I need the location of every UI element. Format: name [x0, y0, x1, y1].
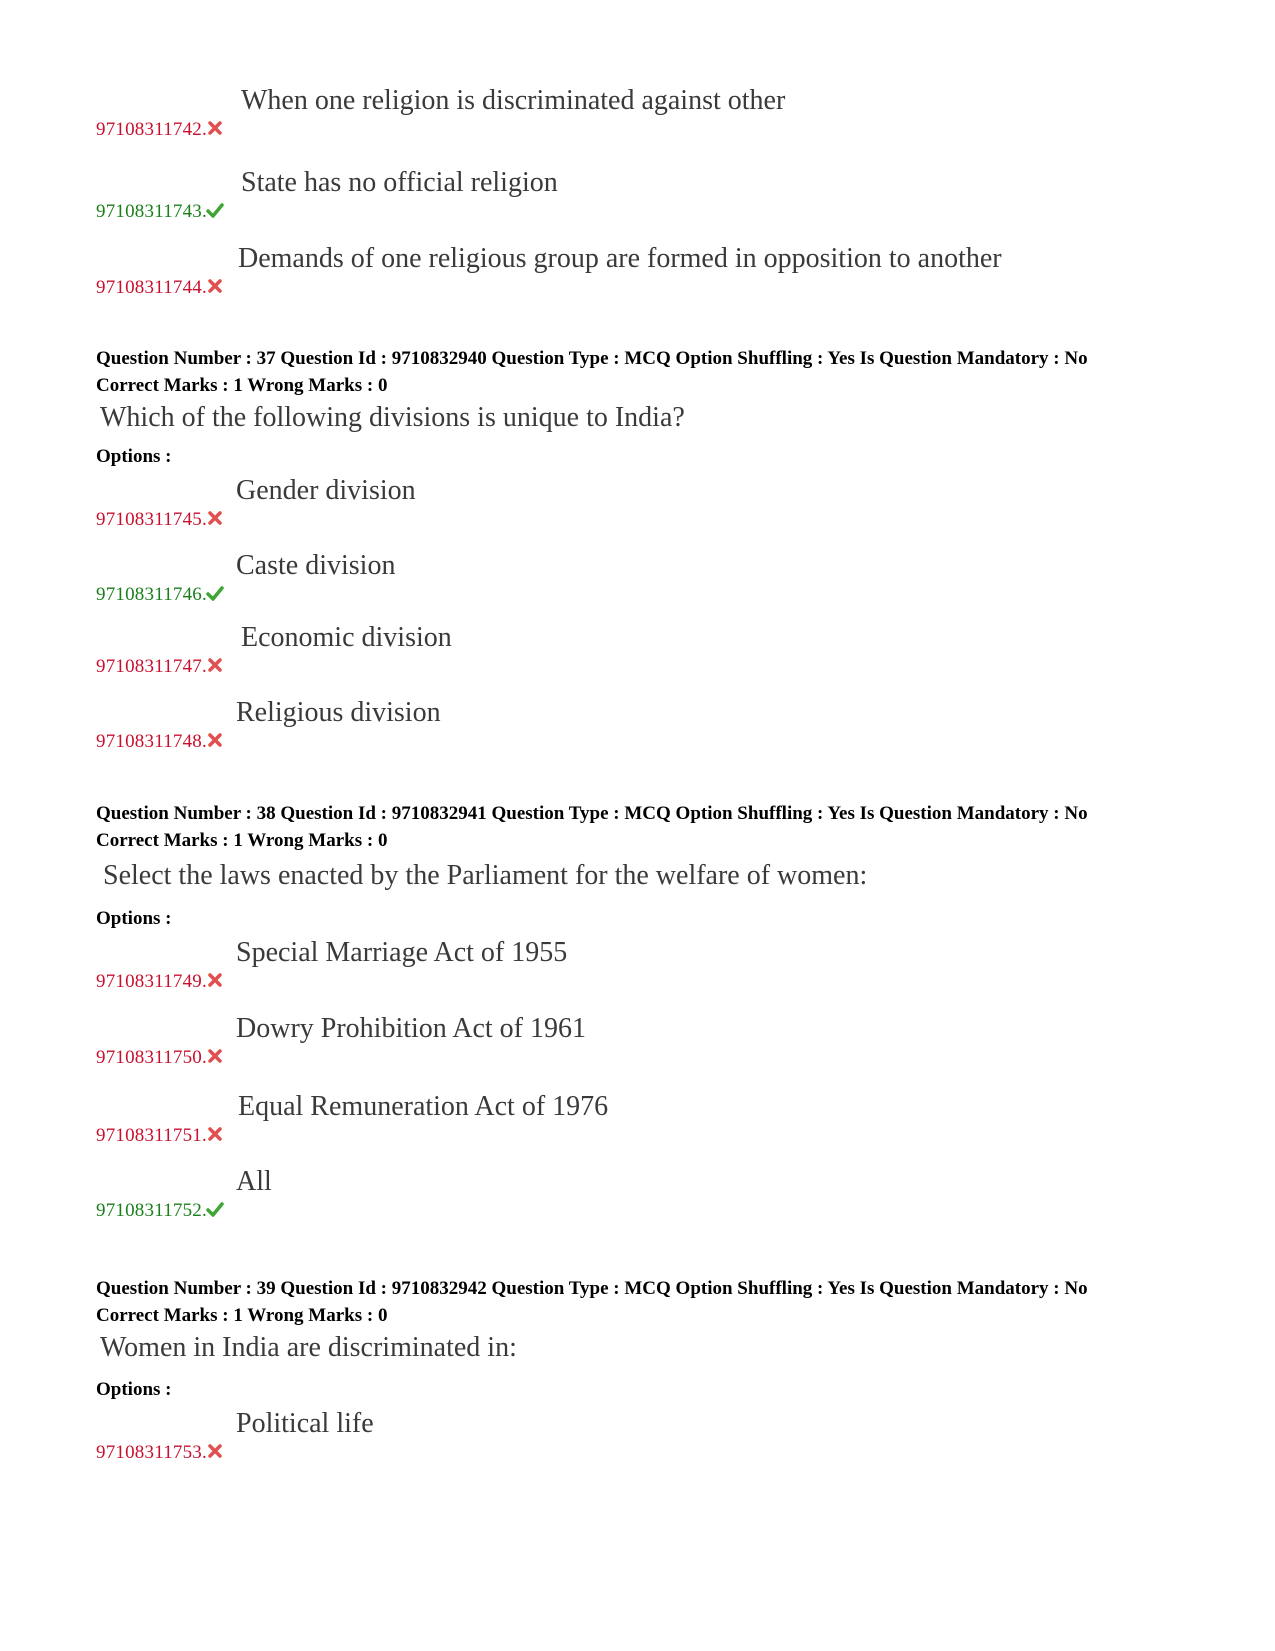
- cross-icon: [206, 656, 224, 674]
- option-text: Religious division: [236, 697, 441, 728]
- option-row: [96, 167, 1196, 227]
- check-icon: [206, 1200, 224, 1218]
- option-id: 97108311748.: [96, 731, 207, 752]
- option-id: 97108311751.: [96, 1125, 207, 1146]
- option-text: All: [236, 1166, 272, 1197]
- option-text: State has no official religion: [241, 167, 558, 198]
- question-header: [96, 345, 1088, 399]
- question-header: [96, 1275, 1088, 1329]
- option-id: 97108311749.: [96, 971, 207, 992]
- options-label: Options :: [96, 446, 172, 467]
- option-row: [96, 550, 1196, 610]
- cross-icon: [206, 277, 224, 295]
- options-label: Options :: [96, 908, 172, 929]
- cross-icon: [206, 971, 224, 989]
- option-row: [96, 243, 1196, 303]
- option-text: When one religion is discriminated against other: [241, 85, 786, 116]
- option-text: Equal Remuneration Act of 1976: [238, 1091, 609, 1122]
- cross-icon: [206, 509, 224, 527]
- option-text: Economic division: [241, 622, 452, 653]
- cross-icon: [206, 1047, 224, 1065]
- cross-icon: [206, 731, 224, 749]
- option-text: Dowry Prohibition Act of 1961: [236, 1013, 586, 1044]
- option-row: [96, 1091, 1196, 1151]
- option-id: 97108311747.: [96, 656, 207, 677]
- option-text: Caste division: [236, 550, 396, 581]
- option-id: 97108311743.: [96, 201, 207, 222]
- option-text: Gender division: [236, 475, 416, 506]
- question-text: Women in India are discriminated in:: [100, 1332, 517, 1363]
- cross-icon: [206, 1125, 224, 1143]
- question-marks: Correct Marks : 1 Wrong Marks : 0: [96, 375, 388, 396]
- option-row: [96, 1166, 1196, 1226]
- option-text: Special Marriage Act of 1955: [236, 937, 568, 968]
- option-row: [96, 622, 1196, 682]
- option-id: 97108311752.: [96, 1200, 207, 1221]
- question-meta: Question Number : 39 Question Id : 9710832942 Question Type : MCQ Option Shuffling : Yes Is Question Mandatory : No: [96, 1278, 1088, 1299]
- question-marks: Correct Marks : 1 Wrong Marks : 0: [96, 830, 388, 851]
- option-id: 97108311742.: [96, 119, 207, 140]
- check-icon: [206, 201, 224, 219]
- option-id: 97108311753.: [96, 1442, 207, 1463]
- option-row: [96, 697, 1196, 757]
- question-header: [96, 800, 1088, 854]
- option-row: [96, 937, 1196, 997]
- option-row: [96, 475, 1196, 535]
- option-id: 97108311744.: [96, 277, 207, 298]
- option-text: Political life: [236, 1408, 374, 1439]
- option-id: 97108311750.: [96, 1047, 207, 1068]
- question-marks: Correct Marks : 1 Wrong Marks : 0: [96, 1305, 388, 1326]
- question-meta: Question Number : 37 Question Id : 9710832940 Question Type : MCQ Option Shuffling : Yes Is Question Mandatory : No: [96, 348, 1088, 369]
- option-id: 97108311745.: [96, 509, 207, 530]
- options-label: Options :: [96, 1379, 172, 1400]
- option-row: [96, 1408, 1196, 1468]
- check-icon: [206, 584, 224, 602]
- question-text: Select the laws enacted by the Parliament for the welfare of women:: [103, 860, 868, 891]
- cross-icon: [206, 1442, 224, 1460]
- option-row: [96, 1013, 1196, 1073]
- cross-icon: [206, 119, 224, 137]
- question-text: Which of the following divisions is unique to India?: [100, 402, 685, 433]
- option-id: 97108311746.: [96, 584, 207, 605]
- option-text: Demands of one religious group are formed in opposition to another: [238, 243, 1002, 274]
- question-meta: Question Number : 38 Question Id : 9710832941 Question Type : MCQ Option Shuffling : Yes Is Question Mandatory : No: [96, 803, 1088, 824]
- option-row: [96, 85, 1196, 145]
